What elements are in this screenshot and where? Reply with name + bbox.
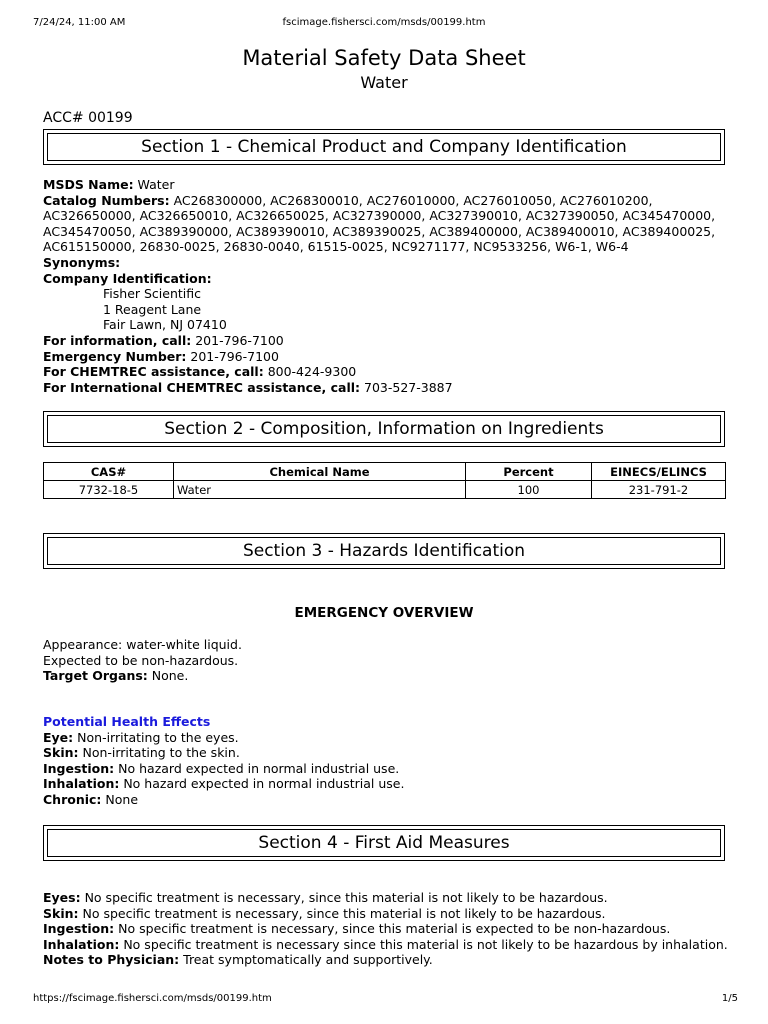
company-label: Company Identification: [43, 270, 212, 286]
section-2-header [43, 411, 725, 447]
table-cell: 100 [466, 481, 592, 499]
chemtrec-phone-line: For CHEMTREC assistance, call: 800-424-9300 [43, 364, 357, 380]
table-cell: Water [174, 481, 466, 499]
column-header: EINECS/ELINCS [592, 463, 726, 481]
info-phone-line: For information, call: 201-796-7100 [43, 332, 284, 348]
section-1-title: Section 1 - Chemical Product and Company Identification [47, 133, 721, 161]
page-title: Material Safety Data Sheet [242, 46, 526, 70]
section-2-title: Section 2 - Composition, Information on Ingredients [47, 415, 721, 443]
eye-line: Eye: Non-irritating to the eyes. [43, 729, 239, 745]
table-cell: 231-791-2 [592, 481, 726, 499]
page-number: 1/5 [721, 993, 738, 1004]
section-3-header [43, 533, 725, 569]
first-aid-content [43, 890, 733, 968]
catalog-line: AC345470050, AC389390000, AC389390010, AC389390025, AC389400000, AC389400010, AC389400025, [43, 223, 716, 239]
section-3-title: Section 3 - Hazards Identification [47, 537, 721, 565]
company-address-2: Fair Lawn, NJ 07410 [103, 317, 227, 333]
inhalation-line: Inhalation: No specific treatment is necessary since this material is not likely to be hazardous by inhalation. [43, 936, 728, 952]
emergency-overview-content [43, 637, 733, 684]
print-footer-url: https://fscimage.fishersci.com/msds/00199.htm [33, 993, 272, 1004]
table-cell: 7732-18-5 [44, 481, 174, 499]
eyes-line: Eyes: No specific treatment is necessary, since this material is not likely to be hazardous. [43, 890, 608, 905]
column-header: CAS# [44, 463, 174, 481]
chronic-line: Chronic: None [43, 791, 139, 807]
expected-line: Expected to be non-hazardous. [43, 652, 239, 668]
catalog-line: AC326650000, AC326650010, AC326650025, AC327390000, AC327390010, AC327390050, AC345470000, [43, 208, 716, 224]
table-row [44, 481, 726, 499]
section-4-header [43, 825, 725, 861]
section-1-header [43, 129, 725, 165]
catalog-line: AC615150000, 26830-0025, 26830-0040, 61515-0025, NC9271177, NC9533256, W6-1, W6-4 [43, 239, 629, 255]
inhalation-line: Inhalation: No hazard expected in normal industrial use. [43, 776, 405, 792]
print-header-url: fscimage.fishersci.com/msds/00199.htm [282, 17, 486, 28]
intl-chemtrec-phone-line: For International CHEMTREC assistance, call: 703-527-3887 [43, 379, 453, 395]
ingredients-table [43, 462, 726, 499]
target-organs-line: Target Organs: None. [43, 668, 189, 684]
section-1-content [43, 177, 733, 395]
synonyms-line: Synonyms: [43, 254, 121, 270]
column-header: Percent [466, 463, 592, 481]
acc-number: ACC# 00199 [43, 110, 133, 126]
page-subtitle: Water [360, 73, 408, 92]
ingestion-line: Ingestion: No hazard expected in normal industrial use. [43, 760, 400, 776]
table-header-row [44, 463, 726, 481]
emergency-overview-heading: EMERGENCY OVERVIEW [294, 605, 474, 621]
appearance-line: Appearance: water-white liquid. [43, 637, 242, 652]
msds-name-line: MSDS Name: Water [43, 177, 175, 192]
notes-to-physician-line: Notes to Physician: Treat symptomatically and supportively. [43, 952, 433, 968]
health-effects-content [43, 714, 733, 808]
company-name: Fisher Scientific [103, 286, 202, 302]
skin-line: Skin: No specific treatment is necessary, since this material is not likely to be hazardous. [43, 905, 606, 921]
skin-line: Skin: Non-irritating to the skin. [43, 745, 240, 761]
catalog-line: Catalog Numbers: AC268300000, AC268300010, AC276010000, AC276010050, AC276010200, [43, 192, 653, 208]
section-4-title: Section 4 - First Aid Measures [47, 829, 721, 857]
emergency-phone-line: Emergency Number: 201-796-7100 [43, 348, 279, 364]
print-datetime: 7/24/24, 11:00 AM [33, 17, 126, 28]
ingestion-line: Ingestion: No specific treatment is necessary, since this material is expected to be non-hazardous. [43, 921, 671, 937]
company-address-1: 1 Reagent Lane [103, 301, 202, 317]
column-header: Chemical Name [174, 463, 466, 481]
health-effects-heading: Potential Health Effects [43, 714, 211, 729]
